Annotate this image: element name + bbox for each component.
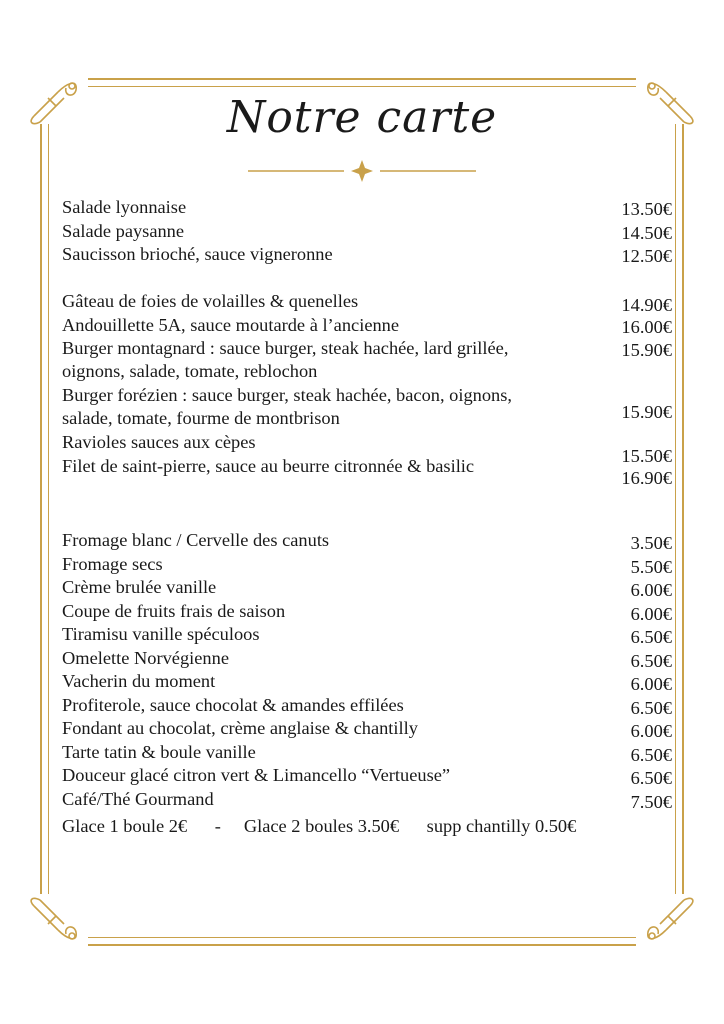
item-price: 6.00€ [630,674,672,694]
item-name: Burger forézien : sauce burger, steak hachée, bacon, oignons, [62,385,513,405]
frame-left-outer [40,124,42,894]
item-name: Fondant au chocolat, crème anglaise & chantilly [62,718,418,738]
frame-right-outer [682,124,684,894]
item-price: 6.00€ [630,580,672,600]
item-name: Crème brulée vanille [62,577,217,597]
item-name: Tarte tatin & boule vanille [62,741,256,762]
item-name: Salade paysanne [62,221,185,241]
frame-top-inner [88,86,636,87]
item-price: 7.50€ [630,791,672,812]
item-price: 6.00€ [630,721,672,741]
star-divider-icon [248,158,476,184]
corner-ornament-icon [634,894,698,958]
item-name: Vacherin du moment [62,671,216,691]
item-name: Coupe de fruits frais de saison [62,600,286,621]
item-price: 6.50€ [630,744,672,765]
item-price: 16.00€ [621,317,672,337]
item-name: Saucisson brioché, sauce vigneronne [62,244,333,264]
item-name: Gâteau de foies de volailles & quenelles [62,291,359,311]
frame-right-inner [675,124,676,894]
frame-bottom-outer [88,944,636,946]
item-price: 3.50€ [630,533,672,553]
item-name: Burger montagnard : sauce burger, steak hachée, lard grillée, [62,338,509,358]
item-name: Profiterole, sauce chocolat & amandes effilées [62,694,404,715]
item-price: 15.50€ [621,446,672,466]
frame-bottom-inner [88,937,636,938]
page-title: Notre carte [226,92,498,143]
item-price: 14.50€ [621,223,672,243]
item-price: 5.50€ [630,556,672,577]
item-price: 13.50€ [621,199,672,219]
item-price: 15.90€ [621,402,672,422]
item-price: 15.90€ [621,340,672,360]
ice-cream-line: Glace 1 boule 2€ - Glace 2 boules 3.50€ supp chantilly 0.50€ [62,816,577,836]
item-name: Fromage blanc / Cervelle des canuts [62,530,330,550]
item-price: 12.50€ [621,246,672,266]
item-price: 6.50€ [630,627,672,647]
item-price: 6.50€ [630,650,672,671]
frame-left-inner [48,124,49,894]
item-price: 6.50€ [630,697,672,718]
item-name: Omelette Norvégienne [62,647,229,668]
corner-ornament-icon [26,894,90,958]
item-name: Ravioles sauces aux cèpes [62,432,256,452]
item-price: 16.90€ [621,468,672,488]
frame-top-outer [88,78,636,80]
item-price: 14.90€ [621,295,672,315]
item-name-line2: oignons, salade, tomate, reblochon [62,361,318,381]
item-price: 6.00€ [630,603,672,624]
item-name: Fromage secs [62,553,163,574]
item-name: Andouillette 5A, sauce moutarde à l’ancienne [62,315,400,335]
item-price: 6.50€ [630,768,672,788]
item-name: Douceur glacé citron vert & Limancello “Vertueuse” [62,765,451,785]
item-name-line2: salade, tomate, fourme de montbrison [62,408,340,428]
item-name: Salade lyonnaise [62,197,187,217]
item-name: Filet de saint-pierre, sauce au beurre citronnée & basilic [62,456,475,476]
item-name: Café/Thé Gourmand [62,788,214,809]
item-name: Tiramisu vanille spéculoos [62,624,260,644]
